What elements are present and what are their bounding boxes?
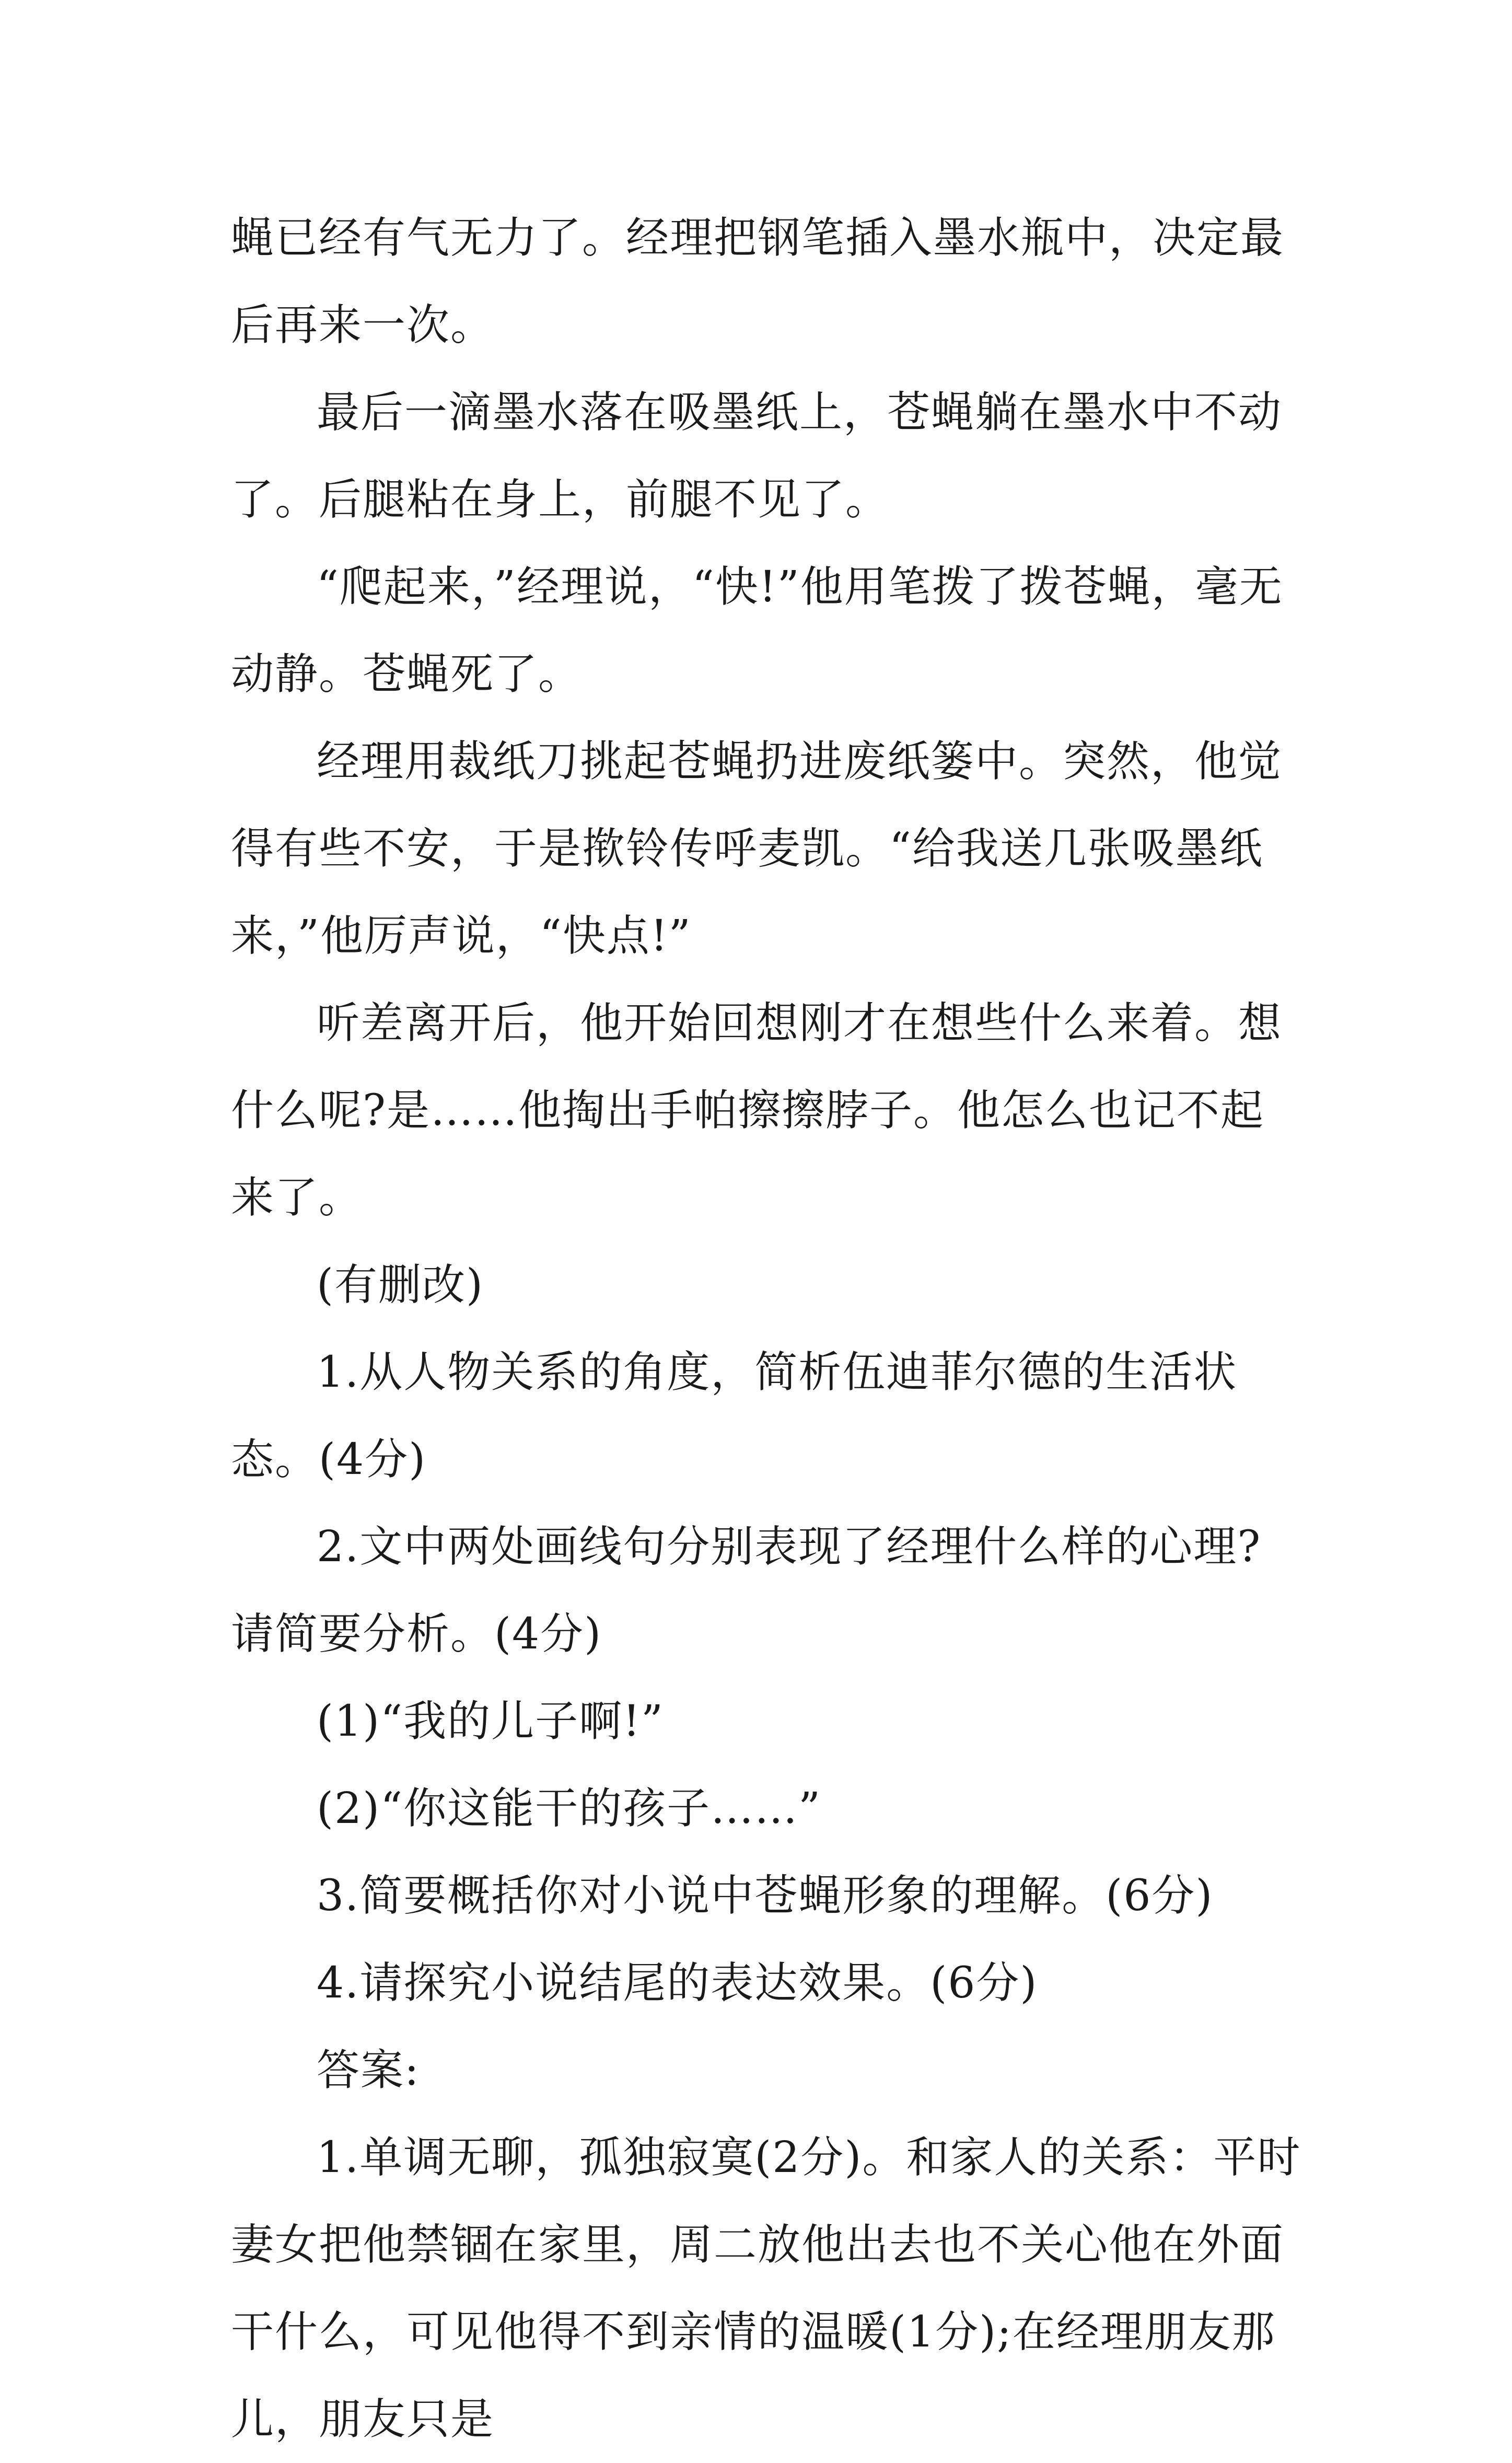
paragraph-fly-dies: 最后一滴墨水落在吸墨纸上，苍蝇躺在墨水中不动了。后腿粘在身上，前腿不见了。 xyxy=(231,388,1283,525)
question-1: 1.从人物关系的角度，简析伍迪菲尔德的生活状态。(4分) xyxy=(231,1347,1238,1484)
question-2-item-2: (2)“你这能干的孩子……” xyxy=(317,1784,821,1833)
paragraph-abridged-note: (有删改) xyxy=(317,1260,484,1310)
paragraph-get-up: “爬起来，”经理说，“快!”他用笔拨了拨苍蝇，毫无动静。苍蝇死了。 xyxy=(231,562,1283,699)
question-3: 3.简要概括你对小说中苍蝇形象的理解。(6分) xyxy=(317,1871,1214,1921)
answer-heading: 答案: xyxy=(317,2046,420,2095)
paragraph-continuation: 蝇已经有气无力了。经理把钢笔插入墨水瓶中，决定最后再来一次。 xyxy=(231,213,1285,350)
question-2: 2.文中两处画线句分别表现了经理什么样的心理?请简要分析。(4分) xyxy=(231,1522,1262,1659)
document-body xyxy=(231,194,1302,2463)
paragraph-forgot: 听差离开后，他开始回想刚才在想些什么来着。想什么呢?是……他掏出手帕擦擦脖子。他怎么也记不起来了。 xyxy=(231,998,1283,1223)
paragraph-wastebasket: 经理用裁纸刀挑起苍蝇扔进废纸篓中。突然，他觉得有些不安，于是揿铃传呼麦凯。“给我送几张吸墨纸来，”他厉声说，“快点!” xyxy=(231,737,1283,961)
answer-1: 1.单调无聊，孤独寂寞(2分)。和家人的关系：平时妻女把他禁锢在家里，周二放他出去也不关心他在外面干什么，可见他得不到亲情的温暖(1分);在经理朋友那儿，朋友只是 xyxy=(231,2133,1301,2444)
question-4: 4.请探究小说结尾的表达效果。(6分) xyxy=(317,1958,1038,2008)
question-2-item-1: (1)“我的儿子啊!” xyxy=(317,1697,664,1746)
